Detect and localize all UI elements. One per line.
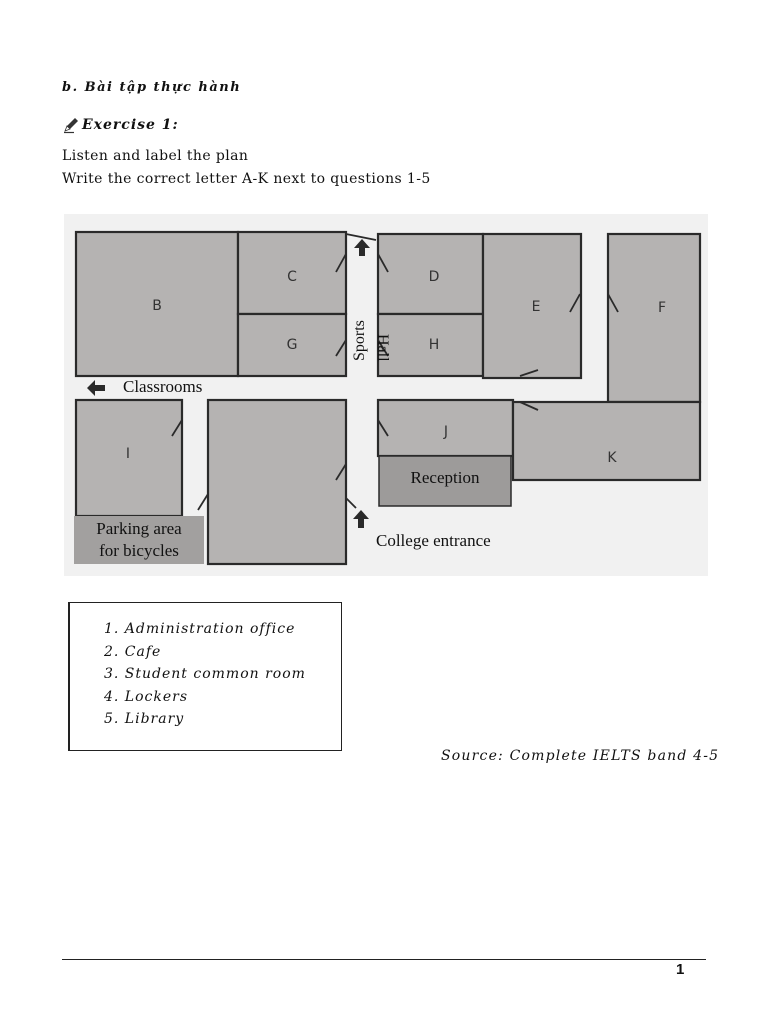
room-letter: D	[428, 269, 440, 285]
room-letter: G	[286, 337, 298, 353]
exercise-title: Exercise 1:	[82, 117, 179, 133]
question-item: 5. Library	[104, 711, 185, 727]
question-item: 3. Student common room	[104, 666, 306, 682]
source-citation: Source: Complete IELTS band 4-5	[441, 748, 720, 764]
room-letter: F	[657, 300, 667, 316]
footer-divider	[62, 959, 706, 960]
section-heading: b. Bài tập thực hành	[62, 80, 242, 95]
room-letter: H	[428, 337, 440, 353]
room-middle	[208, 400, 346, 564]
room-letter: E	[531, 299, 541, 315]
classrooms-label: Classrooms	[123, 377, 203, 396]
parking-label: Parking area	[96, 519, 182, 538]
room-letter: B	[152, 298, 162, 314]
room-letter: C	[287, 269, 297, 285]
reception-label: Reception	[410, 468, 480, 487]
question-item: 1. Administration office	[104, 621, 296, 637]
floor-plan	[64, 214, 708, 576]
parking-label: for bicycles	[99, 541, 179, 560]
room-letter: K	[607, 450, 617, 466]
page-number: 1	[676, 961, 685, 978]
college-entrance-label: College entrance	[376, 531, 491, 550]
instruction-line: Listen and label the plan	[62, 148, 249, 164]
room-k	[513, 402, 700, 480]
question-item: 2. Cafe	[104, 643, 162, 660]
exercise-title-row	[62, 116, 179, 134]
questions-box	[68, 602, 342, 751]
instruction-line: Write the correct letter A-K next to questions 1-5	[62, 171, 431, 187]
pencil-icon	[62, 116, 80, 134]
sports-hall-label: Sports	[351, 320, 368, 361]
questions-list	[70, 603, 341, 734]
room-f	[608, 234, 700, 402]
room-letter: J	[443, 424, 449, 440]
question-item: 4. Lockers	[104, 688, 189, 705]
sports-hall-label: Hall	[374, 334, 391, 362]
room-letter: I	[125, 446, 131, 462]
